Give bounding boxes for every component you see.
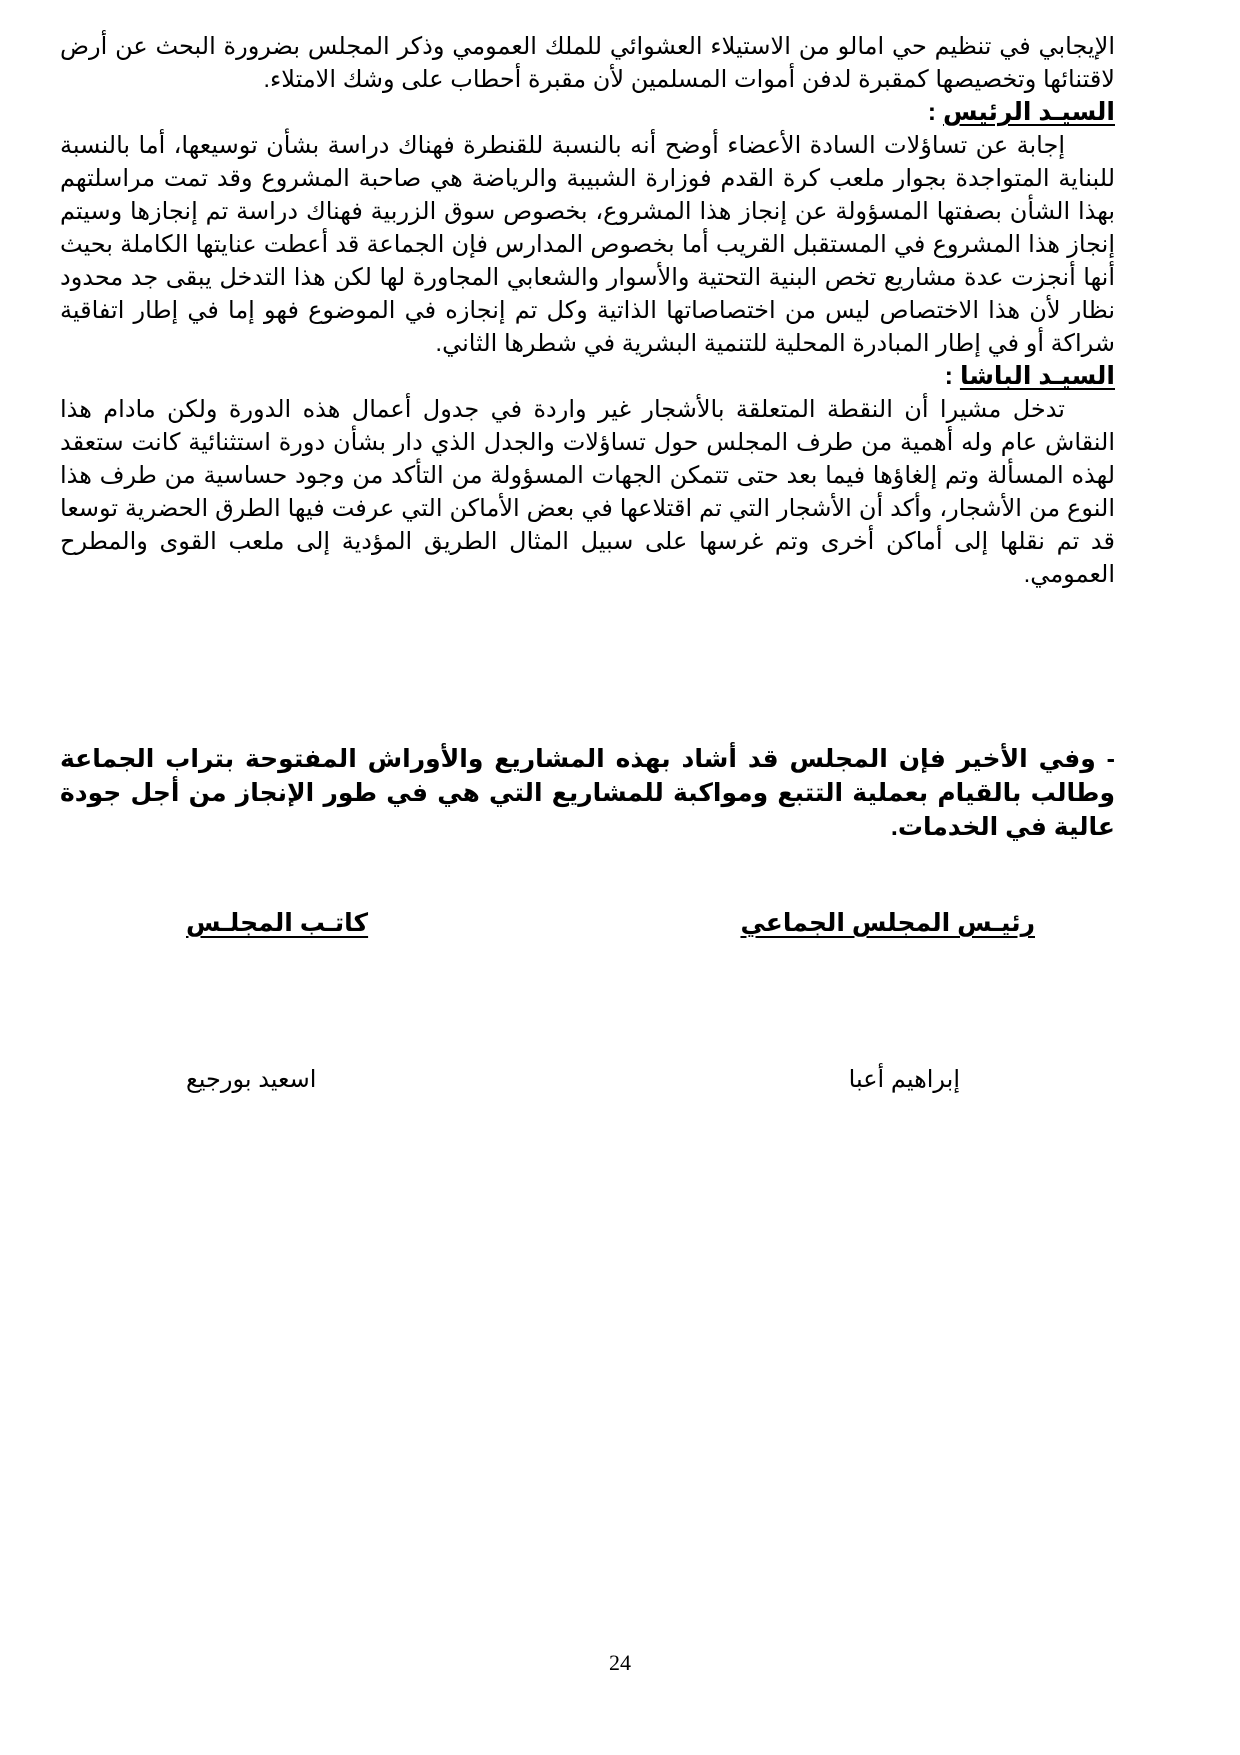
signature-title-president: رئيـس المجلس الجماعي: [740, 909, 1035, 937]
intro-paragraph: الإيجابي في تنظيم حي امالو من الاستيلاء العشوائي للملك العمومي وذكر المجلس بضرورة البحث عن أرض لاقتنائها وتخصيصها كمقبرة لدفن أموات المسلمين لأن مقبرة أحطاب على وشك الامتلاء.: [60, 33, 1115, 93]
speaker-name: السيـد الباشا: [959, 362, 1115, 390]
speaker-colon: :: [944, 362, 960, 390]
speaker-name: السيـد الرئيس: [943, 98, 1115, 126]
signature-title-secretary: كاتـب المجلـس: [186, 909, 369, 937]
speaker-colon: :: [927, 98, 944, 126]
conclusion-paragraph: - وفي الأخير فإن المجلس قد أشاد بهذه المشاريع والأوراش المفتوحة بتراب الجماعة وطالب بالقيام بعملية التتبع ومواكبة للمشاريع التي هي في طور الإنجاز من أجل جودة عالية في الخدمات.: [60, 745, 1115, 841]
signature-name-president: إبراهيم أعبا: [848, 1066, 960, 1093]
page-number: 24: [609, 1650, 631, 1675]
signature-name-secretary: اسعيد بورجيع: [186, 1066, 317, 1093]
document-body: [60, 30, 1115, 591]
speaker-heading-pasha: [60, 360, 1115, 393]
president-statement: إجابة عن تساؤلات السادة الأعضاء أوضح أنه بالنسبة للقنطرة فهناك دراسة بشأن توسيعها، أما بالنسبة للبناية المتواجدة بجوار ملعب كرة القدم فوزارة الشبيبة والرياضة هي صاحبة المشروع وقد تمت مراسلتهم بهذا الشأن بصفتها المسؤولة عن إنجاز هذا المشروع، بخصوص سوق الزربية فهناك دراسة تم إنجازها وسيتم إنجاز هذا المشروع في المستقبل القريب أما بخصوص المدارس فإن الجماعة قد أعطت عنايتها الكاملة بحيث أنها أنجزت عدة مشاريع تخص البنية التحتية والأسوار والشعابي المجاورة لها لكن هذا التدخل يبقى جد محدود نظار لأن هذا الاختصاص ليس من اختصاصاتها الذاتية وكل تم إنجازه في الموضوع فهو إما في إطار اتفاقية شراكة أو في إطار المبادرة المحلية للتنمية البشرية في شطرها الثاني.: [60, 132, 1115, 357]
pasha-statement: تدخل مشيرا أن النقطة المتعلقة بالأشجار غير واردة في جدول أعمال هذه الدورة ولكن مادام هذا النقاش عام وله أهمية من طرف المجلس حول تساؤلات والجدل الذي دار بشأن دورة استثنائية كانت ستعقد لهذه المسألة وتم إلغاؤها فيما بعد حتى تتمكن الجهات المسؤولة من التأكد من وجود حساسية من طرف هذا النوع من الأشجار، وأكد أن الأشجار التي تم اقتلاعها في بعض الأماكن التي عرفت فيها الطرق الحضرية توسعا قد تم نقلها إلى أماكن أخرى وتم غرسها على سبيل المثال الطريق المؤدية إلى ملعب القوى والمطرح العمومي.: [60, 396, 1116, 588]
speaker-heading-president: [60, 96, 1115, 129]
